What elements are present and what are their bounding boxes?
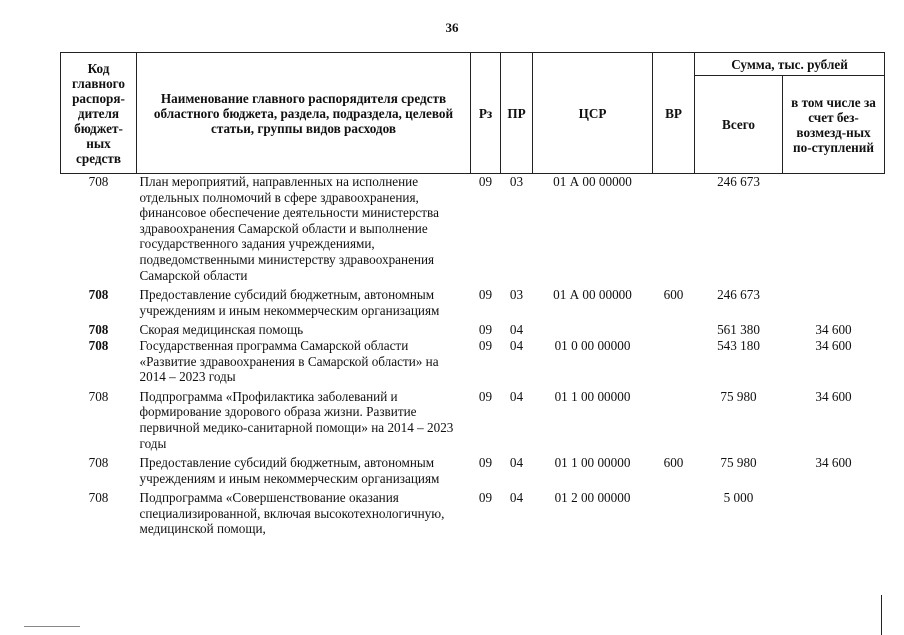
cell-free: 34 600 (815, 337, 852, 353)
cell-total: 75 980 (720, 388, 757, 404)
budget-table (60, 52, 885, 537)
cell-vr (653, 338, 695, 385)
cell-name: Подпрограмма «Совершенствование оказания специализированной, включая высокотехнологичную, медицинской помощи, (139, 490, 445, 537)
cell-name: Государственная программа Самарской области «Развитие здравоохранения в Самарской области» на 2014 – 2023 годы (139, 337, 439, 385)
header-code: Код главного распоря-дителя бюджет-ных средств (61, 53, 137, 174)
cell-csr: 01 1 00 00000 (554, 388, 631, 404)
header-vr: ВР (653, 53, 695, 174)
bottom-left-mark (24, 626, 80, 627)
cell-free (783, 283, 885, 318)
cell-total: 5 000 (723, 490, 754, 506)
cell-pr: 03 (509, 174, 524, 189)
cell-vr (653, 486, 695, 537)
table-body (61, 174, 885, 538)
table-row (61, 283, 885, 318)
cell-code: 708 (88, 337, 109, 353)
header-free: в том числе за счет без-возмезд-ных по-ступлений (783, 76, 885, 174)
cell-name: Предоставление субсидий бюджетным, автономным учреждениям и иным некоммерческим организациям (139, 455, 440, 486)
cell-code: 708 (88, 490, 109, 506)
cell-vr: 600 (663, 287, 684, 303)
cell-code: 708 (88, 287, 109, 303)
header-row-1 (61, 53, 885, 76)
cell-name: Подпрограмма «Профилактика заболеваний и формирование здорового образа жизни. Развитие первичной медико-санитарной помощи» на 2014 – 2023 годы (139, 388, 454, 451)
header-sum: Сумма, тыс. рублей (695, 53, 885, 76)
page-number: 36 (445, 20, 459, 35)
cell-free (783, 486, 885, 537)
cell-name: План мероприятий, направленных на исполнение отдельных полномочий в сфере здравоохранения, финансовое обеспечение деятельности министерства здравоохранения Самарской области и выполнение государственного задания учреждениями, подведомственными министерству здравоохранения Самарской области (139, 174, 439, 283)
cell-code: 708 (88, 322, 109, 338)
table-row (61, 338, 885, 385)
cell-total: 75 980 (720, 455, 757, 471)
cell-rz: 09 (478, 490, 493, 506)
cell-pr: 04 (509, 490, 524, 506)
cell-rz: 09 (478, 174, 493, 189)
header-pr: ПР (501, 53, 533, 174)
header-total: Всего (695, 76, 783, 174)
header-csr: ЦСР (533, 53, 653, 174)
cell-code: 708 (88, 388, 109, 404)
table-row (61, 486, 885, 537)
cell-free: 34 600 (815, 388, 852, 404)
cell-rz: 09 (478, 287, 493, 303)
cell-csr: 01 2 00 00000 (554, 490, 631, 506)
cell-code: 708 (88, 455, 109, 471)
table-row (61, 451, 885, 486)
cell-total: 561 380 (717, 322, 760, 338)
table-row (61, 318, 885, 338)
cell-csr: 01 0 00 00000 (554, 337, 631, 353)
cell-csr: 01 А 00 00000 (553, 174, 632, 189)
cell-vr (653, 318, 695, 338)
cell-pr: 04 (509, 322, 524, 338)
cell-vr (653, 174, 695, 284)
cell-pr: 04 (509, 337, 524, 353)
cell-free (783, 174, 885, 284)
cell-total: 246 673 (717, 287, 760, 303)
cell-rz: 09 (478, 388, 493, 404)
cell-vr (653, 385, 695, 451)
cell-name: Скорая медицинская помощь (139, 322, 304, 338)
cell-rz: 09 (478, 322, 493, 338)
cell-free: 34 600 (815, 322, 852, 338)
cell-code: 708 (88, 174, 109, 189)
table-row (61, 385, 885, 451)
cell-pr: 04 (509, 455, 524, 471)
cell-pr: 04 (509, 388, 524, 404)
cell-csr: 01 А 00 00000 (553, 287, 632, 303)
right-edge-line (881, 595, 882, 635)
cell-rz: 09 (478, 455, 493, 471)
cell-vr: 600 (663, 455, 684, 471)
cell-total: 246 673 (717, 174, 760, 189)
header-rz: Рз (471, 53, 501, 174)
cell-pr: 03 (509, 287, 524, 303)
cell-free: 34 600 (815, 455, 852, 471)
cell-name: Предоставление субсидий бюджетным, автономным учреждениям и иным некоммерческим организациям (139, 287, 440, 318)
cell-csr (533, 318, 653, 338)
cell-total: 543 180 (717, 337, 760, 353)
table-row (61, 174, 885, 284)
cell-rz: 09 (478, 337, 493, 353)
header-name: Наименование главного распорядителя средств областного бюджета, раздела, подраздела, целевой статьи, группы видов расходов (137, 53, 471, 174)
cell-csr: 01 1 00 00000 (554, 455, 631, 471)
